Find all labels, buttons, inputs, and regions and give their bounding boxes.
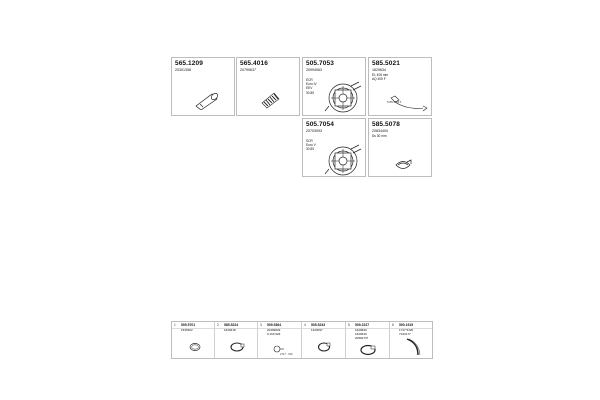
part-reference: 20994063 [306, 68, 322, 72]
accessory-cell-3 [258, 322, 302, 358]
cell-divider [172, 328, 214, 329]
ref-line: 20499629 [267, 328, 281, 332]
part-reference: 20834400 [372, 129, 388, 133]
cell-refs [311, 329, 323, 333]
cell-divider [302, 328, 345, 329]
part-notes [306, 139, 316, 152]
cell-code: 509.2227 [355, 323, 370, 327]
cell-code: 585.5224 [224, 323, 239, 327]
cell-index: 1 [174, 323, 176, 327]
ref-line: 1629418 [224, 328, 236, 332]
catalyst-silencer-illustration [323, 141, 363, 177]
part-card-585-5078 [368, 118, 432, 177]
clamp-illustration [393, 157, 413, 173]
part-notes [372, 134, 387, 138]
ref-line: 9 160 626 [267, 331, 281, 336]
cell-code: 505.5701 [181, 323, 196, 327]
band-clamp-icon [359, 344, 377, 356]
note-line: EL 405 mm [372, 73, 389, 77]
ref-line: 20592737 [355, 335, 369, 340]
accessory-cell-5 [346, 322, 390, 358]
note-line: Ds 30 mm [372, 134, 387, 138]
clamp-ring-icon [316, 341, 332, 353]
part-card-505-7053 [302, 57, 366, 116]
ring-gasket-icon [188, 342, 202, 352]
part-code: 505.7054 [306, 121, 334, 128]
ref-line: 1535302 [181, 328, 193, 332]
cell-refs [267, 329, 280, 337]
cell-code: 590.1915 [399, 323, 414, 327]
accessory-cell-2 [215, 322, 258, 358]
part-reference: 20703093 [306, 129, 322, 133]
cell-index: 5 [348, 323, 350, 327]
ref-line: 1629840 [355, 328, 367, 332]
part-code: 505.7053 [306, 60, 334, 67]
note-line: ECR [306, 78, 313, 82]
cell-refs [399, 329, 413, 337]
note-line: Euro IV [306, 82, 317, 87]
part-reference: 20799637 [240, 68, 256, 72]
ref-line: 1629640 [355, 331, 367, 336]
part-reference: 20301358 [175, 68, 191, 72]
note-line: 30 85 [306, 90, 314, 95]
ref-line: 1320097 [311, 328, 323, 332]
cell-index: 3 [260, 323, 262, 327]
accessories-strip [171, 321, 433, 359]
part-code: 565.4016 [240, 60, 268, 67]
part-code: 585.5078 [372, 121, 400, 128]
figure-annotation: 5.85 0M1T [387, 100, 402, 104]
part-card-585-5021 [368, 57, 432, 116]
clamp-ring-icon [229, 341, 245, 353]
part-code: 565.1209 [175, 60, 203, 67]
accessory-cell-1 [172, 322, 215, 358]
accessory-cell-4 [302, 322, 346, 358]
flex-pipe-illustration [259, 88, 283, 110]
note-line: AQ 405 F [372, 77, 386, 82]
pipe-connector-illustration [192, 88, 222, 110]
note-line: Euro V [306, 143, 316, 148]
clamp-strip-illustration [389, 94, 429, 114]
cell-divider [215, 328, 257, 329]
cell-index: 2 [217, 323, 219, 327]
cell-refs [224, 329, 236, 333]
flex-band-icon [404, 337, 422, 357]
accessory-cell-6 [390, 322, 432, 358]
part-card-505-7054 [302, 118, 366, 177]
note-line: EEV [306, 86, 313, 91]
cell-index: 4 [304, 323, 306, 327]
part-code: 585.5021 [372, 60, 400, 67]
ref-line: 1747 5420 [399, 328, 414, 332]
cell-code: 509.5364 [267, 323, 282, 327]
part-card-565-1209 [171, 57, 235, 116]
part-reference: 1629634 [372, 68, 386, 72]
part-notes [372, 73, 388, 81]
note-line: 30 85 [306, 147, 314, 152]
catalyst-silencer-illustration [323, 78, 363, 114]
part-card-565-4016 [236, 57, 300, 116]
part-notes [306, 78, 317, 95]
cell-refs [355, 329, 368, 340]
cell-code: 505.5243 [311, 323, 326, 327]
ref-line: 7193177 [399, 331, 411, 336]
figure-annotation: 2717 - 316 [280, 353, 293, 356]
cell-refs [181, 329, 193, 333]
note-line: SCR [306, 139, 313, 143]
cell-index: 6 [392, 323, 394, 327]
